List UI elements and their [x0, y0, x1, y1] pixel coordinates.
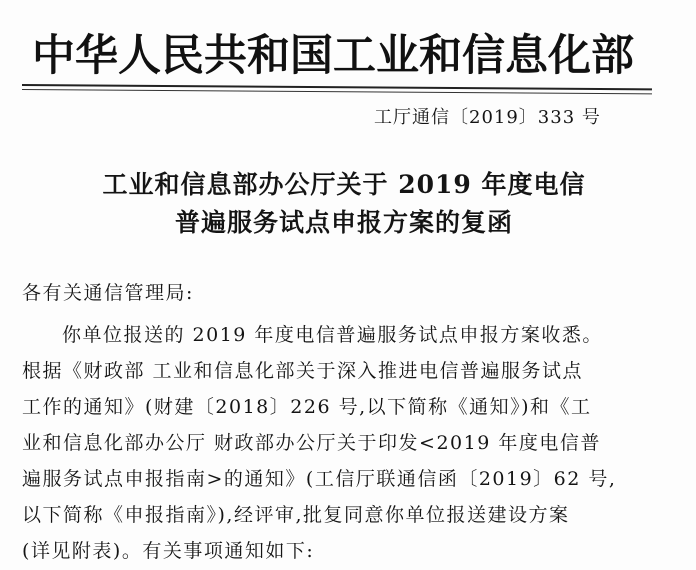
- body-line: 业和信息化部办公厅 财政部办公厅关于印发<2019 年度电信普: [22, 432, 601, 454]
- body-line: (详见附表)。有关事项通知如下:: [22, 540, 315, 562]
- ministry-header: 中华人民共和国工业和信息化部: [32, 31, 634, 81]
- body-line: 你单位报送的 2019 年度电信普遍服务试点申报方案收悉。: [62, 324, 603, 346]
- salutation: 各有关通信管理局:: [22, 282, 194, 304]
- header-rule-thin: [22, 89, 652, 94]
- body-line: 以下简称《申报指南》),经评审,批复同意你单位报送建设方案: [22, 504, 570, 526]
- document-title-line-2: 普遍服务试点申报方案的复函: [174, 208, 513, 237]
- body-line: 遍服务试点申报指南>的通知》(工信厅联通信函〔2019〕62 号,: [22, 468, 617, 490]
- body-line: 根据《财政部 工业和信息化部关于深入推进电信普遍服务试点: [22, 360, 584, 382]
- body-line: 工作的通知》(财建〔2018〕226 号,以下简称《通知》)和《工: [22, 396, 592, 418]
- document-title-line-1: 工业和信息部办公厅关于 2019 年度电信: [102, 170, 586, 199]
- document-number: 工厅通信〔2019〕333 号: [374, 107, 601, 128]
